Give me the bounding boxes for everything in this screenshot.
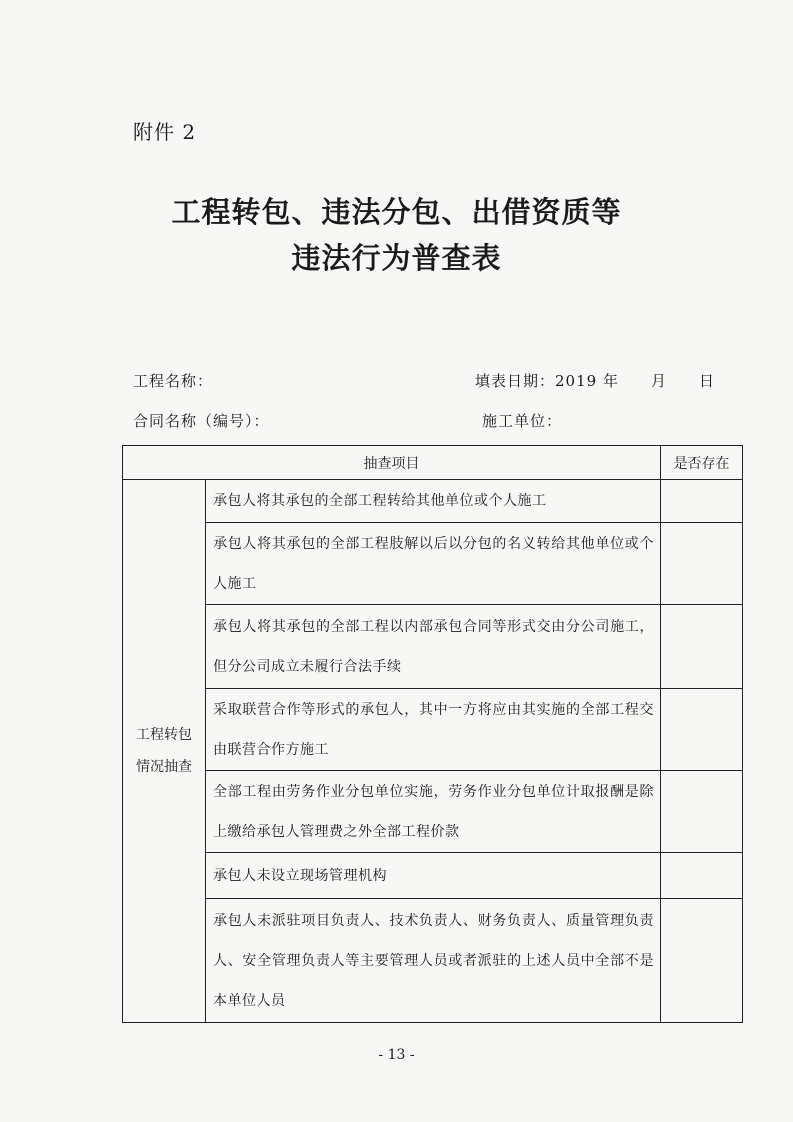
construction-unit-label: 施工单位： [482,412,563,430]
header-item: 抽查项目 [123,446,661,480]
page-number: - 13 - [378,1047,415,1063]
contract-name-label: 合同名称（编号）： [133,412,270,430]
exist-cell[interactable] [661,899,743,1023]
attachment-label: 附件 2 [133,120,197,144]
item-cell: 承包人将其承包的全部工程以内部承包合同等形式交由分公司施工，但分公司成立未履行合法手续 [206,605,661,689]
inspection-table [122,445,743,1023]
item-cell: 承包人将其承包的全部工程转给其他单位或个人施工 [206,480,661,523]
table-row [123,853,743,899]
item-cell: 承包人将其承包的全部工程肢解以后以分包的名义转给其他单位或个人施工 [206,523,661,605]
table-row [123,771,743,853]
item-cell: 采取联营合作等形式的承包人，其中一方将应由其实施的全部工程交由联营合作方施工 [206,689,661,771]
item-cell: 承包人未派驻项目负责人、技术负责人、财务负责人、质量管理负责人、安全管理负责人等主要管理人员或者派驻的上述人员中全部不是本单位人员 [206,899,661,1023]
table-header-row [123,446,743,480]
title-line-2: 违法行为普查表 [291,241,502,275]
fill-date-label: 填表日期：2019 年 月 日 [475,372,715,390]
category-label: 工程转包 情况抽查 [136,727,192,775]
table-row [123,480,743,523]
exist-cell[interactable] [661,853,743,899]
table-row [123,899,743,1023]
header-exist: 是否存在 [661,446,743,480]
category-cell [123,480,206,1023]
project-name-label: 工程名称： [133,372,214,390]
table-row [123,605,743,689]
table-row [123,523,743,605]
item-cell: 承包人未设立现场管理机构 [206,853,661,899]
exist-cell[interactable] [661,605,743,689]
exist-cell[interactable] [661,523,743,605]
title-line-1: 工程转包、违法分包、出借资质等 [171,195,622,229]
exist-cell[interactable] [661,689,743,771]
item-cell: 全部工程由劳务作业分包单位实施，劳务作业分包单位计取报酬是除上缴给承包人管理费之外全部工程价款 [206,771,661,853]
exist-cell[interactable] [661,480,743,523]
exist-cell[interactable] [661,771,743,853]
table-row [123,689,743,771]
